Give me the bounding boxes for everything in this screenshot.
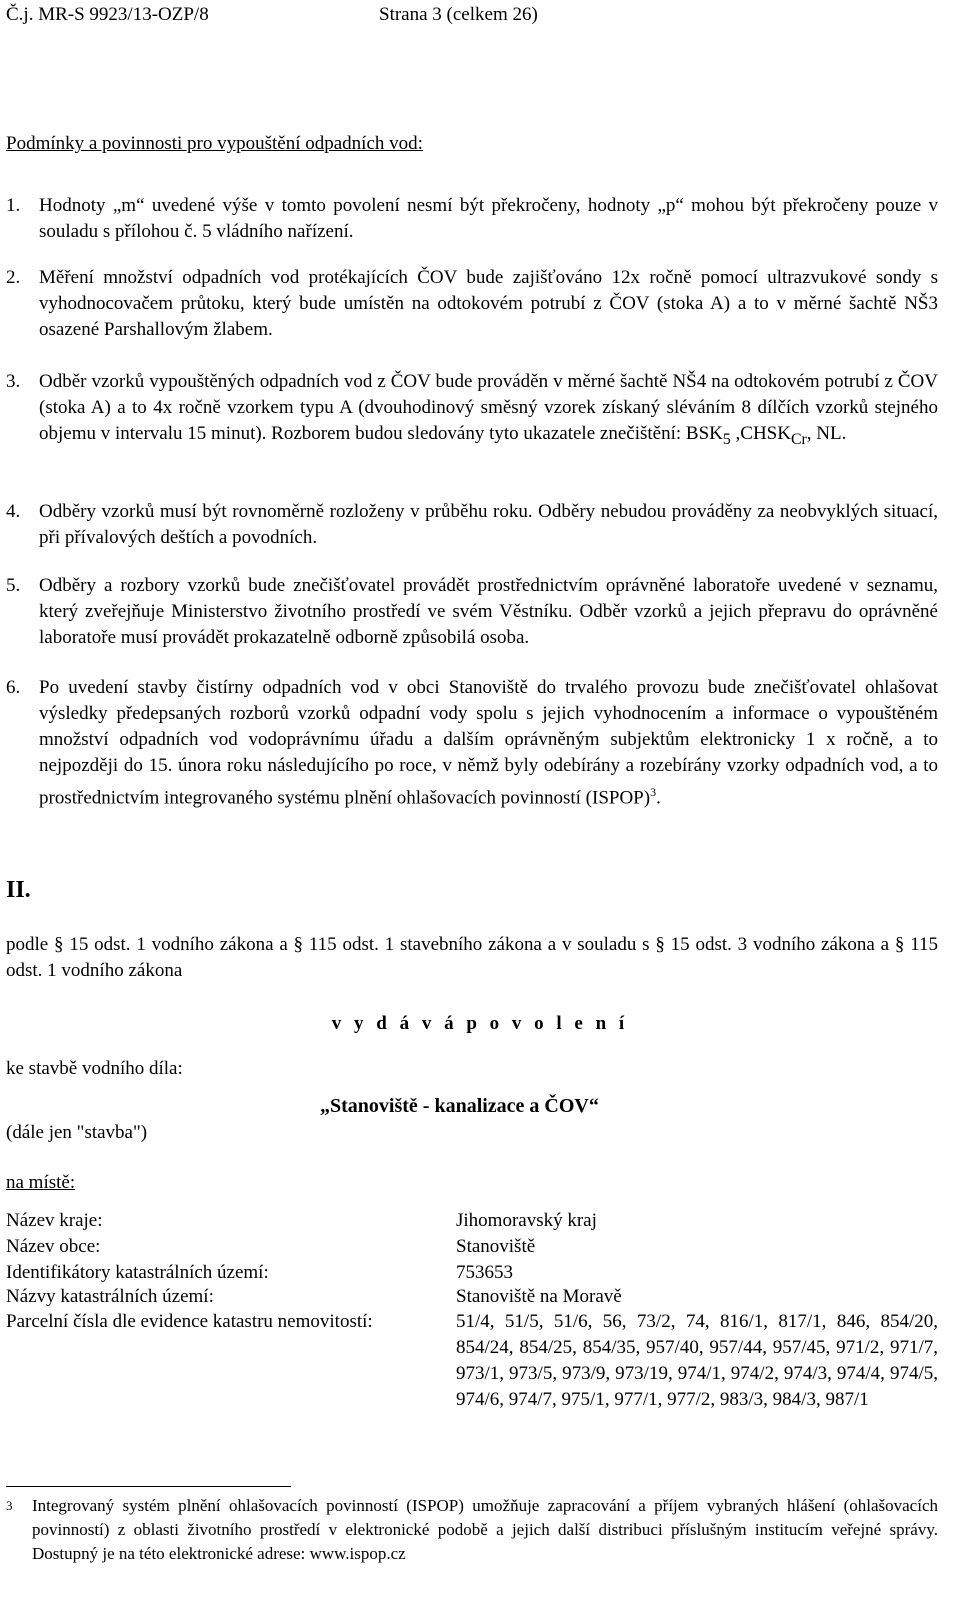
- location-label: Parcelní čísla dle evidence katastru nemovitostí:: [6, 1311, 373, 1332]
- conditions-title: Podmínky a povinnosti pro vypouštění odpadních vod:: [6, 133, 423, 154]
- item-text-end: .: [656, 787, 661, 809]
- subscript-cr: Cr: [790, 430, 807, 448]
- item-text: Odběry a rozbory vzorků bude znečišťovatel provádět prostřednictvím oprávněné laboratoře uvedené v seznamu, který zveřejňuje Ministerstvo životního prostředí ve svém Věstníku. Odběr vzorků a jejich přepravu do oprávněné laboratoře musí provádět prokazatelně odborně způsobilá osoba.: [39, 575, 938, 648]
- decision-statement: v y d á v á p o v o l e n í: [331, 1013, 629, 1034]
- item-number: 2.: [6, 267, 21, 288]
- condition-item-3: [6, 369, 938, 453]
- location-row: [6, 1234, 938, 1260]
- location-value: Stanoviště: [456, 1236, 536, 1257]
- item-text: [39, 369, 938, 453]
- item-text: Odběry vzorků musí být rovnoměrně rozloženy v průběhu roku. Odběry nebudou prováděny za neobvyklých situací, při přívalových deštích a povodních.: [39, 501, 938, 548]
- location-row: [6, 1260, 938, 1286]
- condition-item-1: [6, 193, 938, 245]
- location-label: Identifikátory katastrálních území:: [6, 1262, 269, 1283]
- condition-item-6: [6, 675, 938, 811]
- construction-name: „Stanoviště - kanalizace a ČOV“: [320, 1095, 599, 1117]
- item-number: 3.: [6, 371, 21, 392]
- condition-item-5: [6, 573, 938, 651]
- location-row: [6, 1309, 938, 1413]
- location-heading: na místě:: [6, 1172, 76, 1193]
- item-text-mid: ,CHSK: [730, 423, 791, 444]
- item-text: Měření množství odpadních vod protékajících ČOV bude zajišťováno 12x ročně pomocí ultrazvukové sondy s vyhodnocovačem průtoku, který bude umístěn na odtokovém potrubí z ČOV (stoka A) a to v měrné šachtě NŠ3 osazené Parshallovým žlabem.: [39, 267, 938, 340]
- page-number: Strana 3 (celkem 26): [379, 4, 538, 25]
- item-text-main: Odběr vzorků vypouštěných odpadních vod z ČOV bude prováděn v měrné šachtě NŠ4 na odtokovém potrubí z ČOV (stoka A) a to 4x ročně vzorkem typu A (dvouhodinový směsný vzorek získaný sléváním 8 dílčích vzorků stejného objemu v intervalu 15 minut). Rozborem budou sledovány tyto ukazatele znečištění: BSK: [39, 371, 938, 444]
- footnote: [6, 1494, 938, 1566]
- footnote-divider: [6, 1486, 291, 1487]
- location-value: Jihomoravský kraj: [456, 1210, 597, 1231]
- section-heading: II.: [6, 877, 31, 903]
- construction-label: ke stavbě vodního díla:: [6, 1058, 183, 1079]
- location-value: Stanoviště na Moravě: [456, 1286, 622, 1307]
- footnote-text: Integrovaný systém plnění ohlašovacích povinností (ISPOP) umožňuje zapracování a příjem vybraných hlášení (ohlašovacích povinností) z oblasti životního prostředí v elektronické podobě a jejich další distribuci příslušným institucím veřejné správy. Dostupný je na této elektronické adrese: www.ispop.cz: [32, 1496, 938, 1563]
- subscript-5: 5: [722, 430, 731, 448]
- item-number: 5.: [6, 575, 21, 596]
- location-row: [6, 1208, 938, 1234]
- condition-item-4: [6, 499, 938, 551]
- construction-alias: (dále jen "stavba"): [6, 1122, 148, 1143]
- condition-item-2: [6, 265, 938, 343]
- item-number: 6.: [6, 677, 21, 698]
- footnote-ref: 3: [650, 785, 657, 799]
- location-value: 753653: [456, 1262, 513, 1283]
- location-label: Název obce:: [6, 1236, 101, 1257]
- item-text: Hodnoty „m“ uvedené výše v tomto povolení nesmí být překročeny, hodnoty „p“ mohou být překročeny pouze v souladu s přílohou č. 5 vládního nařízení.: [39, 195, 938, 242]
- item-text-end: , NL.: [806, 423, 847, 444]
- location-label: Název kraje:: [6, 1210, 103, 1231]
- footnote-mark: 3: [6, 1498, 13, 1513]
- item-text: [39, 675, 938, 811]
- item-number: 4.: [6, 501, 21, 522]
- legal-basis: podle § 15 odst. 1 vodního zákona a § 115 odst. 1 stavebního zákona a v souladu s § 15 odst. 3 vodního zákona a § 115 odst. 1 vodního zákona: [6, 934, 938, 981]
- item-number: 1.: [6, 195, 21, 216]
- parcel-numbers: 51/4, 51/5, 51/6, 56, 73/2, 74, 816/1, 817/1, 846, 854/20, 854/24, 854/25, 854/35, 957/40, 957/44, 957/45, 971/2, 971/7, 973/1, 973/5, 973/9, 973/19, 974/1, 974/2, 974/3, 974/4, 974/5, 974/6, 974/7, 975/1, 977/1, 977/2, 983/3, 984/3, 987/1: [456, 1311, 938, 1410]
- location-row: [6, 1284, 938, 1310]
- page-header: [6, 4, 938, 34]
- location-label: Názvy katastrálních území:: [6, 1286, 214, 1307]
- item-text-main: Po uvedení stavby čistírny odpadních vod v obci Stanoviště do trvalého provozu bude znečišťovatel ohlašovat výsledky předepsaných rozborů vzorků odpadní vody spolu s jejich vyhodnocením a informace o vypouštěném množství odpadních vod vodoprávnímu úřadu a dalším oprávněným subjektům elektronicky 1 x ročně, a to nejpozději do 15. února roku následujícího po roce, v němž byly odebírány a rozebírány vzorky odpadních vod, a to prostřednictvím integrovaného systému plnění ohlašovacích povinností (ISPOP): [39, 677, 938, 809]
- document-reference: Č.j. MR-S 9923/13-OZP/8: [6, 4, 209, 25]
